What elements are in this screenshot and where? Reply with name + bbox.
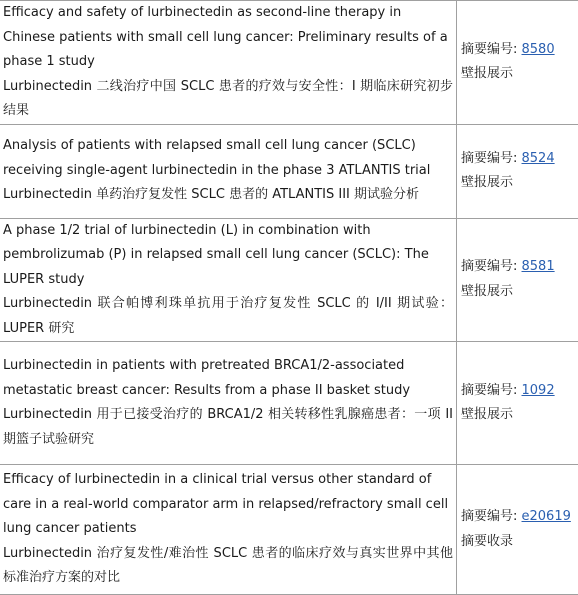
abstract-number-link[interactable]: 8581 xyxy=(522,259,555,274)
abstract-number-link[interactable]: 8524 xyxy=(522,151,555,166)
presentation-type: 壁报展示 xyxy=(461,62,578,87)
title-en: A phase 1/2 trial of lurbinectedin (L) in combination with pembrolizumab (P) in relapsed small cell lung cancer (SCLC): The LUPER study xyxy=(3,219,453,293)
title-en: Lurbinectedin in patients with pretreated BRCA1/2-associated metastatic breast cancer: Results from a phase II basket study xyxy=(3,354,453,403)
meta-cell xyxy=(457,218,578,342)
abstract-number-link[interactable]: 8580 xyxy=(522,42,555,57)
presentation-type: 壁报展示 xyxy=(461,171,578,196)
table-row xyxy=(0,218,578,342)
abstract-number-link[interactable]: 1092 xyxy=(522,383,555,398)
abstract-number-label: 摘要编号: xyxy=(461,151,522,166)
abstract-number-label: 摘要编号: xyxy=(461,383,522,398)
presentation-type: 壁报展示 xyxy=(461,403,578,428)
meta-cell xyxy=(457,1,578,125)
title-cell xyxy=(0,124,457,218)
title-cell xyxy=(0,1,457,125)
abstract-number-label: 摘要编号: xyxy=(461,509,522,524)
title-en: Efficacy and safety of lurbinectedin as second-line therapy in Chinese patients with small cell lung cancer: Preliminary results of a phase 1 study xyxy=(3,1,453,75)
abstract-number-label: 摘要编号: xyxy=(461,259,522,274)
title-en: Analysis of patients with relapsed small cell lung cancer (SCLC) receiving single-agent lurbinectedin in the phase 3 ATLANTIS trial xyxy=(3,134,453,183)
title-zh: Lurbinectedin 二线治疗中国 SCLC 患者的疗效与安全性：I 期临床研究初步结果 xyxy=(3,75,453,124)
title-cell xyxy=(0,465,457,595)
table-row xyxy=(0,124,578,218)
title-zh: Lurbinectedin 联合帕博利珠单抗用于治疗复发性 SCLC 的 I/II 期试验：LUPER 研究 xyxy=(3,292,453,341)
meta-cell xyxy=(457,124,578,218)
title-zh: Lurbinectedin 用于已接受治疗的 BRCA1/2 相关转移性乳腺癌患者：一项 II 期篮子试验研究 xyxy=(3,403,453,452)
title-cell xyxy=(0,342,457,465)
table-row xyxy=(0,1,578,125)
title-zh: Lurbinectedin 治疗复发性/难治性 SCLC 患者的临床疗效与真实世界中其他标准治疗方案的对比 xyxy=(3,542,453,591)
presentation-type: 壁报展示 xyxy=(461,280,578,305)
title-zh: Lurbinectedin 单药治疗复发性 SCLC 患者的 ATLANTIS III 期试验分析 xyxy=(3,183,453,208)
meta-cell xyxy=(457,465,578,595)
presentation-type: 摘要收录 xyxy=(461,530,578,555)
title-cell xyxy=(0,218,457,342)
table-row xyxy=(0,342,578,465)
abstract-number-link[interactable]: e20619 xyxy=(522,509,571,524)
abstract-number-label: 摘要编号: xyxy=(461,42,522,57)
title-en: Efficacy of lurbinectedin in a clinical trial versus other standard of care in a real-world comparator arm in relapsed/refractory small cell lung cancer patients xyxy=(3,468,453,542)
table-row xyxy=(0,465,578,595)
meta-cell xyxy=(457,342,578,465)
